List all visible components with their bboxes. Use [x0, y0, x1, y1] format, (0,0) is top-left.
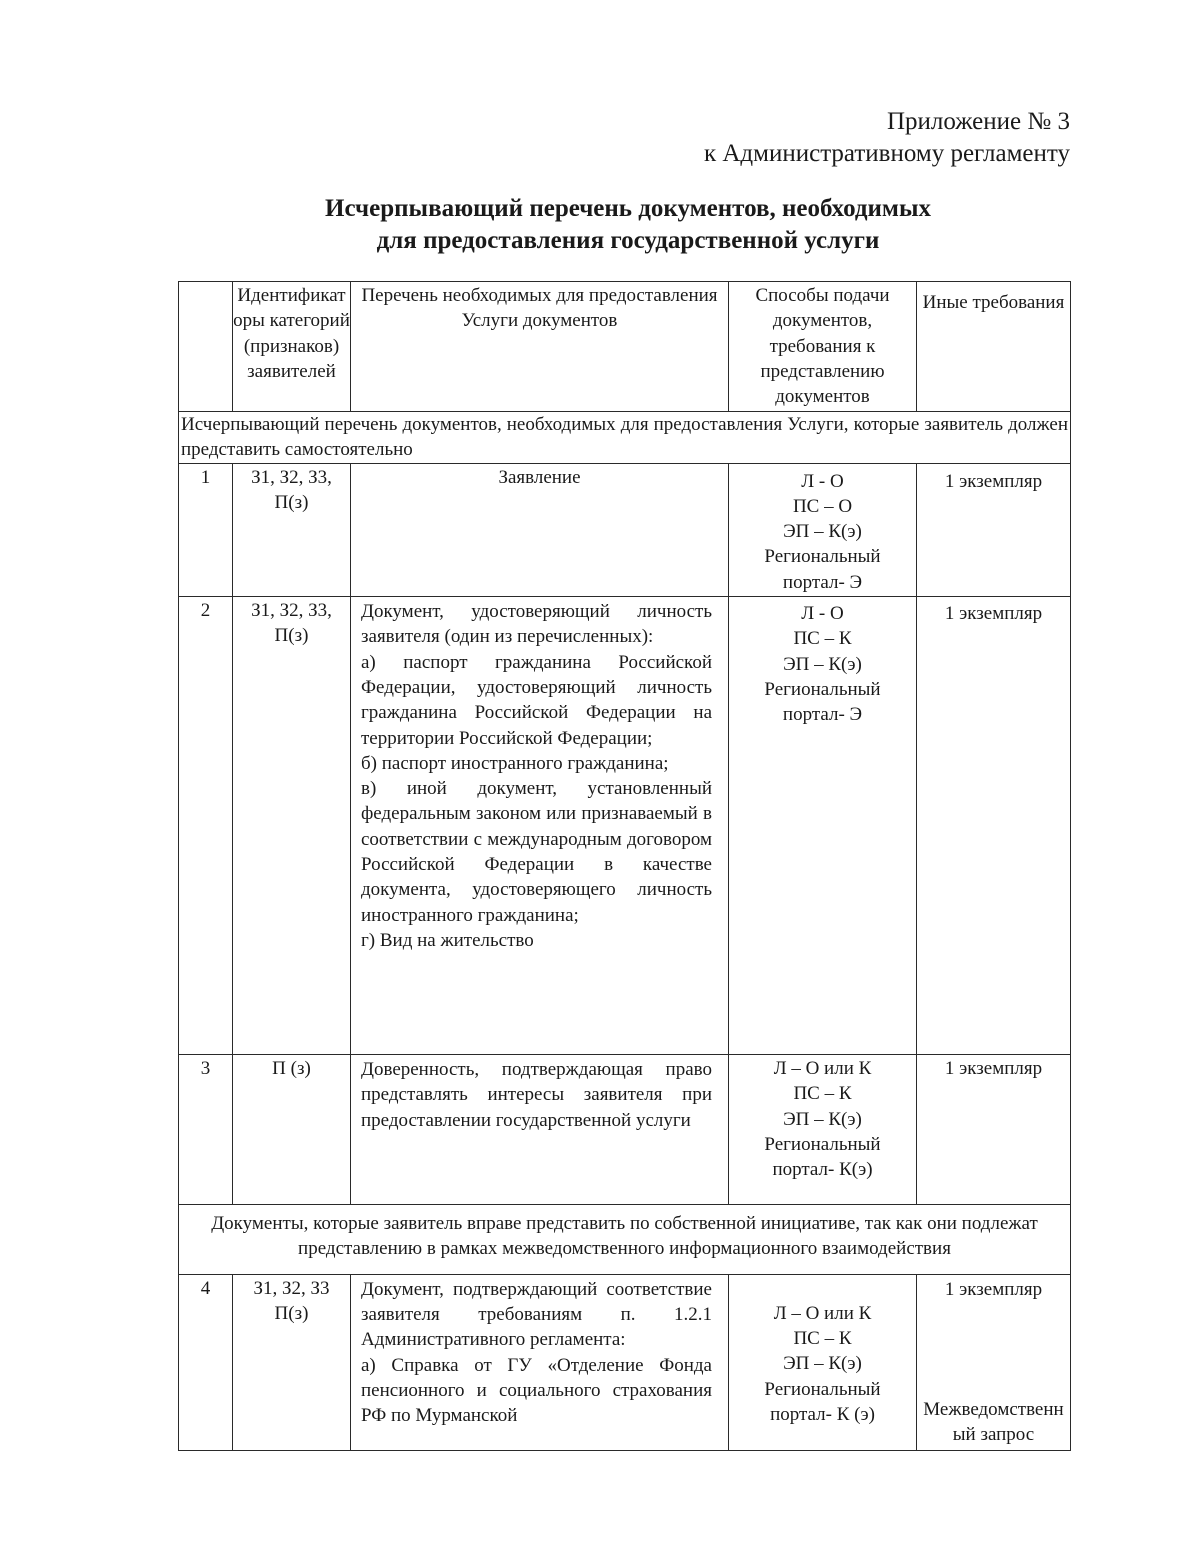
row-4-other [917, 1274, 1071, 1450]
document-title [0, 193, 1200, 257]
table-row [179, 597, 1071, 1055]
row-4-methods [729, 1274, 917, 1450]
row-2-num: 2 [179, 597, 233, 1055]
row-4-method-3: ЭП – К(э) [783, 1353, 862, 1375]
row-1-methods [729, 463, 917, 596]
row-3-methods [729, 1055, 917, 1205]
row-3-identifiers: П (з) [233, 1055, 351, 1205]
row-2-other: 1 экземпляр [917, 597, 1071, 1055]
header-documents: Перечень необходимых для предоставления Услуги документов [351, 282, 729, 412]
row-4-doc-line-1: Документ, подтверждающий соответствие заявителя требованиям п. 1.2.1 Административного регламента: [361, 1278, 712, 1351]
section-row-2 [179, 1205, 1071, 1275]
row-2-methods [729, 597, 917, 1055]
header-num [179, 282, 233, 412]
title-line-2: для предоставления государственной услуги [376, 227, 880, 254]
row-2-doc-line-1: Документ, удостоверяющий личность заявителя (один из перечисленных): [361, 601, 712, 648]
header-identifiers: Идентификаторы категорий (признаков) заявителей [233, 282, 351, 412]
row-4-method-1: Л – О или К [773, 1302, 872, 1324]
section-row-1 [179, 412, 1071, 464]
row-2-method-4: Региональный портал- Э [764, 678, 881, 726]
row-3-document: Доверенность, подтверждающая право представлять интересы заявителя при предоставлении государственной услуги [351, 1055, 729, 1205]
row-2-identifiers: З1, З2, З3, П(з) [233, 597, 351, 1055]
appendix-number: Приложение № 3 [886, 108, 1070, 135]
documents-table [178, 281, 1071, 1451]
row-4-method-4: Региональный портал- К (э) [764, 1378, 881, 1425]
title-line-1: Исчерпывающий перечень документов, необходимых [325, 195, 931, 222]
table-row [179, 463, 1071, 596]
row-4-num: 4 [179, 1274, 233, 1450]
row-1-method-3: ЭП – К(э) [783, 521, 862, 543]
row-2-doc-line-5: г) Вид на жительство [361, 929, 534, 951]
header-methods: Способы подачи документов, требования к представлению документов [729, 282, 917, 412]
row-1-identifiers: З1, З2, З3, П(з) [233, 463, 351, 596]
row-4-method-2: ПС – К [793, 1327, 852, 1349]
row-4-interagency-request: Межведомственный запрос [923, 1399, 1064, 1446]
row-2-method-2: ПС – К [793, 628, 852, 650]
row-2-method-3: ЭП – К(э) [783, 653, 862, 675]
table-row [179, 1274, 1071, 1450]
row-4-copies: 1 экземпляр [944, 1278, 1043, 1300]
row-3-method-2: ПС – К [793, 1083, 852, 1105]
row-2-document [351, 597, 729, 1055]
row-3-method-4: Региональный портал- К(э) [764, 1133, 881, 1181]
appendix-header [704, 106, 1070, 170]
row-1-method-2: ПС – О [792, 495, 853, 517]
row-4-document [351, 1274, 729, 1450]
row-2-doc-line-2: а) паспорт гражданина Российской Федерации, удостоверяющий личность гражданина Российской Федерации на территории Российской Федерации; [361, 651, 712, 749]
row-3-num: 3 [179, 1055, 233, 1205]
row-1-method-1: Л - О [801, 470, 844, 492]
section-2-label: Документы, которые заявитель вправе представить по собственной инициативе, так как они подлежат представлению в рамках межведомственного информационного взаимодействия [179, 1205, 1071, 1275]
row-1-other: 1 экземпляр [917, 463, 1071, 596]
table-header-row [179, 282, 1071, 412]
row-4-doc-line-2: а) Справка от ГУ «Отделение Фонда пенсионного и социального страхования РФ по Мурманской [361, 1354, 712, 1427]
header-other: Иные требования [917, 282, 1071, 412]
section-1-label: Исчерпывающий перечень документов, необходимых для предоставления Услуги, которые заявитель должен представить самостоятельно [179, 412, 1071, 464]
row-1-document: Заявление [351, 463, 729, 596]
appendix-reference: к Административному регламенту [703, 140, 1070, 167]
row-3-method-3: ЭП – К(э) [783, 1108, 862, 1130]
row-2-doc-line-4: в) иной документ, установленный федеральным законом или признаваемый в соответствии с международным договором Российской Федерации в качестве документа, удостоверяющего личность иностранного гражданина; [361, 778, 712, 926]
row-1-num: 1 [179, 463, 233, 596]
table-row [179, 1055, 1071, 1205]
row-3-method-1: Л – О или К [773, 1058, 872, 1080]
row-3-other: 1 экземпляр [917, 1055, 1071, 1205]
row-2-doc-line-3: б) паспорт иностранного гражданина; [361, 752, 669, 774]
row-4-identifiers: З1, З2, З3 П(з) [233, 1274, 351, 1450]
row-1-method-4: Региональный портал- Э [764, 546, 881, 593]
row-2-method-1: Л - О [801, 603, 844, 625]
